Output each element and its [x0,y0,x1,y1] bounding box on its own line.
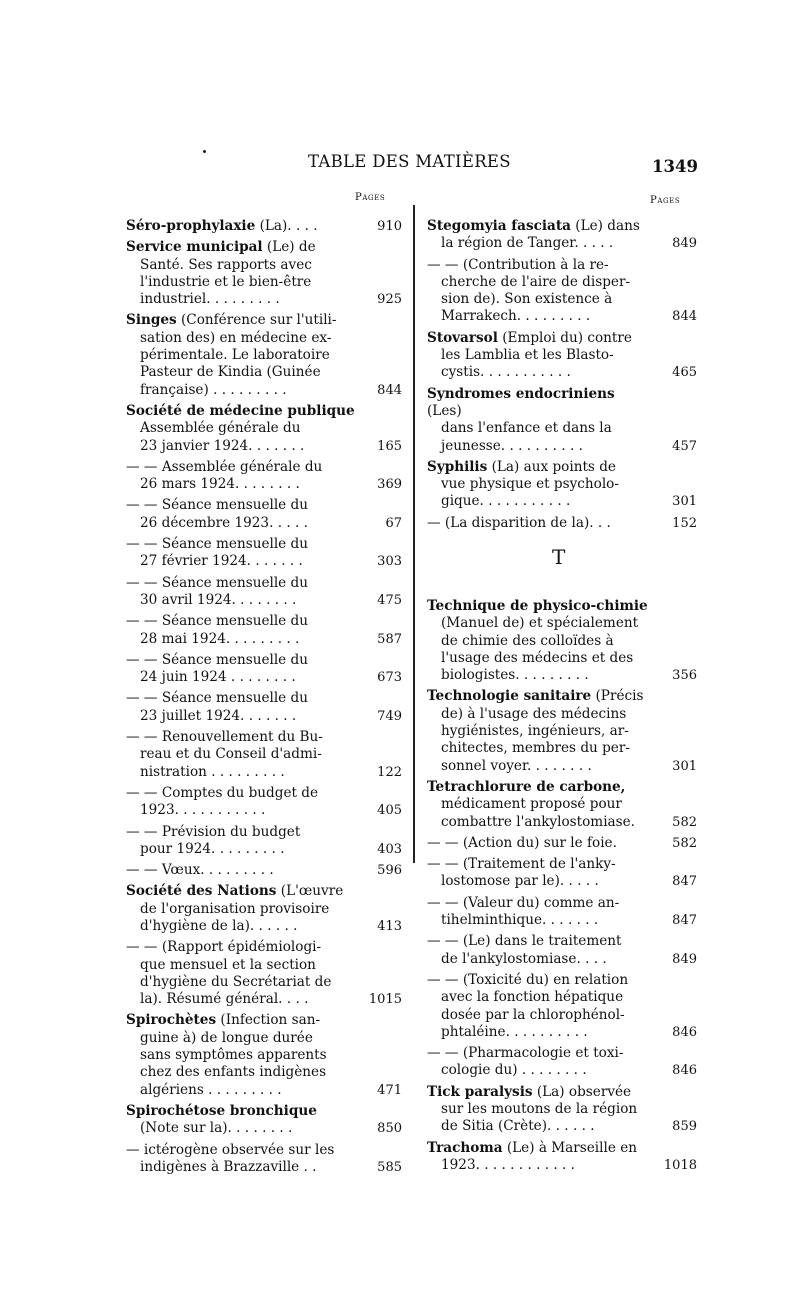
entry-text: 1923. . . . . . . . . . . [140,802,266,819]
entry-text: chitectes, membres du per- [441,740,630,757]
entry-line [126,729,402,746]
entry-text: Marrakech. . . . . . . . . [441,308,591,325]
entry-text: la région de Tanger. . . . . [441,235,614,252]
entry-line [427,615,697,632]
entry-text: (Précis [591,688,644,705]
entry-text: l'industrie et le bien-être [140,273,312,290]
entry-heading: Séro-prophylaxie [126,218,256,234]
index-entry [126,652,402,687]
entry-line [126,1142,402,1159]
entry-line [126,257,402,274]
entry-line [427,972,697,989]
index-entry [126,459,402,494]
entry-text: — — Renouvellement du Bu- [126,729,323,746]
index-entry [126,218,402,235]
entry-text: indigènes à Brazzaville . . [140,1158,317,1175]
entry-text: gique. . . . . . . . . . . [441,493,571,510]
right-column-s [427,218,697,536]
entry-text: — — (Le) dans le traitement [427,933,622,950]
entry-line [427,895,697,912]
index-entry [427,218,697,253]
entry-text: française) . . . . . . . . . [140,381,287,398]
entry-page-number: 465 [672,365,697,381]
entry-line [126,1064,402,1081]
entry-text: 23 janvier 1924. . . . . . . [140,437,305,454]
entry-line [126,690,402,707]
entry-line [126,974,402,991]
entry-page-number: 471 [377,1082,402,1098]
index-entry [126,312,402,398]
index-entry [427,779,697,831]
entry-heading: Spirochètes [126,1012,217,1029]
index-entry [126,690,402,725]
entry-line [427,723,697,740]
entry-text: dosée par la chlorophénol- [441,1006,625,1023]
index-entry [126,403,402,455]
entry-text: de) à l'usage des médecins [441,705,627,722]
entry-line [427,347,697,364]
entry-text: 1923. . . . . . . . . . . . [441,1156,575,1173]
entry-line [427,1101,697,1118]
entry-page-number: 850 [377,1121,402,1137]
index-entry [126,575,402,610]
entry-line [126,785,402,802]
entry-heading: Service municipal [126,239,263,256]
entry-text: (La) aux points de [487,458,616,475]
index-entry [427,856,697,891]
entry-text: d'hygiène de la). . . . . . [140,917,298,934]
entry-line [427,1140,697,1157]
entry-line [427,476,697,493]
entry-text: — — Assemblée générale du [126,458,323,475]
entry-text: dans l'enfance et dans la [441,420,612,437]
entry-line [427,218,697,235]
entry-page-number: 749 [377,708,402,724]
entry-heading: Société des Nations [126,883,277,900]
entry-line [126,403,402,420]
running-title: TABLE DES MATIÈRES [308,152,511,171]
entry-text: — — (Toxicité du) en relation [427,971,629,988]
entry-text: — — (Traitement de l'anky- [427,856,616,873]
entry-text: sion de). Son existence à [441,291,613,308]
index-entry [126,1103,402,1138]
entry-text: — — (Rapport épidémiologi- [126,939,322,956]
entry-line [427,856,697,873]
entry-page-number: 585 [377,1159,402,1175]
entry-page-number: 859 [672,1119,697,1135]
entry-line [427,274,697,291]
entry-text: — — Séance mensuelle du [126,613,309,630]
entry-text: lostomose par le). . . . . [441,873,599,890]
column-divider [413,205,415,863]
entry-page-number: 475 [377,592,402,608]
entry-line [126,459,402,476]
entry-line [427,933,697,950]
entry-page-number: 165 [377,438,402,454]
entry-page-number: 849 [672,951,697,967]
entry-text: de l'ankylostomiase. . . . [441,950,607,967]
entry-text: (L'œuvre [276,883,344,900]
entry-line [126,575,402,592]
index-entry [126,939,402,1008]
left-column [126,218,402,1180]
entry-line [427,688,697,705]
page-number: 1349 [652,157,698,176]
entry-line [126,613,402,630]
entry-line [126,497,402,514]
entry-line [427,740,697,757]
entry-text: — — Vœux. . . . . . . . . [126,862,274,879]
entry-line [427,459,697,476]
right-column-t [427,598,697,1178]
entry-text: — — Séance mensuelle du [126,497,309,514]
pages-label-right: Pages [650,195,681,206]
entry-text: reau et du Conseil d'admi- [140,746,322,763]
entry-text: vue physique et psycholo- [441,476,619,493]
entry-text: — — Comptes du budget de [126,784,319,801]
entry-text: hygiénistes, ingénieurs, ar- [441,723,629,740]
ink-dot [203,150,206,153]
entry-heading: Stegomyia fasciata [427,218,571,234]
entry-text: pour 1924. . . . . . . . . [140,840,285,857]
entry-heading: Trachoma [427,1139,503,1156]
index-entry [427,895,697,930]
entry-text: chez des enfants indigènes [140,1064,327,1081]
entry-page-number: 403 [377,841,402,857]
index-entry [427,598,697,684]
index-entry [427,1140,697,1175]
entry-page-number: 1015 [368,992,402,1008]
index-entry [126,883,402,935]
entry-text: (Note sur la). . . . . . . . [140,1120,293,1137]
entry-line [427,291,697,308]
entry-line [427,386,697,421]
entry-text: — — Séance mensuelle du [126,690,309,707]
entry-text: sonnel voyer. . . . . . . . [441,757,592,774]
entry-page-number: 413 [377,918,402,934]
entry-line [427,1045,697,1062]
entry-text: 27 février 1924. . . . . . . [140,553,303,570]
entry-text: (Les) [427,402,462,419]
entry-text: médicament proposé pour [441,796,622,813]
entry-text: 30 avril 1924. . . . . . . . [140,591,297,608]
entry-text: cystis. . . . . . . . . . . [441,364,571,381]
entry-text: Pasteur de Kindia (Guinée [140,364,321,381]
entry-heading: Technologie sanitaire [427,688,592,705]
entry-text: (Emploi du) contre [497,329,632,346]
entry-line [427,1007,697,1024]
entry-line [126,1012,402,1029]
entry-line [126,1103,402,1120]
entry-text: (Le) de [262,239,316,256]
entry-page-number: 844 [377,382,402,398]
entry-text: périmentale. Le laboratoire [140,347,330,364]
entry-line [126,274,402,291]
entry-line [427,779,697,796]
entry-line [126,536,402,553]
entry-text: les Lamblia et les Blasto- [441,347,614,364]
entry-line [126,330,402,347]
entry-text: de chimie des colloïdes à [441,632,614,649]
entry-text: la). Résumé général. . . . [140,991,309,1008]
index-entry [126,785,402,820]
entry-line [126,1047,402,1064]
entry-text: que mensuel et la section [140,956,316,973]
index-entry [427,459,697,511]
entry-text: 23 juillet 1924. . . . . . . [140,707,297,724]
entry-text: phtaléine. . . . . . . . . . [441,1023,588,1040]
entry-page-number: 301 [672,758,697,774]
index-entry [126,613,402,648]
entry-heading: Technique de physico-chimie [427,598,648,614]
entry-text: (Infection san- [216,1012,321,1029]
entry-text: algériens . . . . . . . . . [140,1081,282,1098]
entry-text: sation des) en médecine ex- [140,329,332,346]
entry-text: de l'organisation provisoire [140,900,330,917]
entry-text: sans symptômes apparents [140,1047,327,1064]
entry-text: (Le) dans [570,218,640,234]
entry-text: l'usage des médecins et des [441,649,634,666]
entry-line [126,312,402,329]
entry-text: 24 juin 1924 . . . . . . . . [140,669,296,686]
entry-text: guine à) de longue durée [140,1029,313,1046]
index-entry [126,824,402,859]
index-entry [126,497,402,532]
entry-text: tihelminthique. . . . . . . [441,912,599,929]
entry-heading: Singes [126,312,177,329]
entry-text: 26 mars 1924. . . . . . . . [140,476,300,493]
entry-page-number: 369 [377,477,402,493]
index-entry [427,257,697,326]
entry-heading: Tick paralysis [427,1083,533,1100]
entry-text: — — Séance mensuelle du [126,536,309,553]
entry-page-number: 596 [377,863,402,879]
entry-text: (La). . . . [255,218,318,234]
entry-line [126,239,402,256]
entry-text: 28 mai 1924. . . . . . . . . [140,630,300,647]
entry-text: cologie du) . . . . . . . . [441,1062,587,1079]
entry-line [126,347,402,364]
entry-text: — — Prévision du budget [126,823,301,840]
entry-text: nistration . . . . . . . . . [140,763,285,780]
index-entry [427,972,697,1041]
entry-heading: Tetrachlorure de carbone, [427,778,626,795]
entry-page-number: 457 [672,438,697,454]
entry-line [427,989,697,1006]
section-letter: T [552,545,566,569]
entry-line [427,650,697,667]
entry-page-number: 844 [672,309,697,325]
entry-line [427,796,697,813]
index-entry [427,515,697,532]
index-entry [126,862,402,879]
entry-line [427,257,697,274]
index-entry [126,1142,402,1177]
entry-line [427,330,697,347]
index-entry [427,386,697,455]
entry-line [126,364,402,381]
index-entry [126,536,402,571]
entry-text: avec la fonction hépatique [441,989,624,1006]
index-entry [427,688,697,774]
entry-heading: Société de médecine publique [126,402,355,419]
entry-page-number: 356 [672,668,697,684]
entry-heading: Syndromes endocriniens [427,385,615,402]
index-entry [427,933,697,968]
entry-page-number: 910 [377,219,402,234]
entry-line [126,746,402,763]
index-entry [126,1012,402,1098]
entry-line [427,598,697,615]
entry-page-number: 1018 [663,1157,697,1173]
entry-text: — — (Action du) sur le foie. [427,834,617,851]
entry-heading: Spirochétose bronchique [126,1102,317,1119]
entry-text: — — (Contribution à la re- [427,256,609,273]
entry-page-number: 67 [385,515,402,531]
entry-page-number: 849 [672,236,697,252]
entry-page-number: 122 [377,764,402,780]
index-entry [427,330,697,382]
entry-text: — (La disparition de la). . . [427,514,611,531]
entry-page-number: 582 [672,835,697,851]
entry-text: jeunesse. . . . . . . . . . [441,437,583,454]
entry-heading: Syphilis [427,458,488,475]
entry-text: biologistes. . . . . . . . . [441,667,589,684]
entry-heading: Stovarsol [427,329,498,346]
entry-page-number: 303 [377,554,402,570]
entry-text: — ictérogène observée sur les [126,1141,335,1158]
entry-text: — — Séance mensuelle du [126,574,309,591]
index-entry [126,239,402,308]
pages-label-left: Pages [355,192,386,203]
entry-text: Assemblée générale du [140,420,301,437]
entry-page-number: 673 [377,670,402,686]
entry-page-number: 846 [672,1063,697,1079]
entry-page-number: 405 [377,803,402,819]
entry-text: d'hygiène du Secrétariat de [140,973,332,990]
entry-line [126,420,402,437]
entry-line [126,652,402,669]
entry-text: — — Séance mensuelle du [126,651,309,668]
entry-line [427,633,697,650]
entry-text: — — (Pharmacologie et toxi- [427,1045,624,1062]
entry-line [126,939,402,956]
entry-line [126,824,402,841]
entry-page-number: 587 [377,631,402,647]
entry-text: Santé. Ses rapports avec [140,256,312,273]
index-entry [427,1045,697,1080]
index-entry [427,1084,697,1136]
entry-text: 26 décembre 1923. . . . . [140,514,308,531]
entry-page-number: 847 [672,874,697,890]
entry-text: de Sitia (Crète). . . . . . [441,1118,595,1135]
entry-line [427,706,697,723]
entry-page-number: 925 [377,292,402,308]
entry-line [126,901,402,918]
entry-line [126,883,402,900]
entry-text: (Manuel de) et spécialement [441,615,639,632]
entry-page-number: 846 [672,1024,697,1040]
entry-text: (Conférence sur l'utili- [176,312,337,329]
entry-text: industriel. . . . . . . . . [140,291,280,308]
entry-line [427,1084,697,1101]
entry-text: cherche de l'aire de disper- [441,273,631,290]
entry-page-number: 152 [672,515,697,531]
entry-page-number: 301 [672,494,697,510]
entry-text: (Le) à Marseille en [502,1139,638,1156]
entry-page-number: 582 [672,814,697,830]
index-entry [126,729,402,781]
entry-text: sur les moutons de la région [441,1101,638,1118]
entry-line [427,420,697,437]
entry-text: (La) observée [532,1083,632,1100]
entry-page-number: 847 [672,913,697,929]
index-entry [427,835,697,852]
entry-text: combattre l'ankylostomiase. [441,813,635,830]
entry-text: — — (Valeur du) comme an- [427,894,620,911]
entry-line [126,1030,402,1047]
entry-line [126,957,402,974]
